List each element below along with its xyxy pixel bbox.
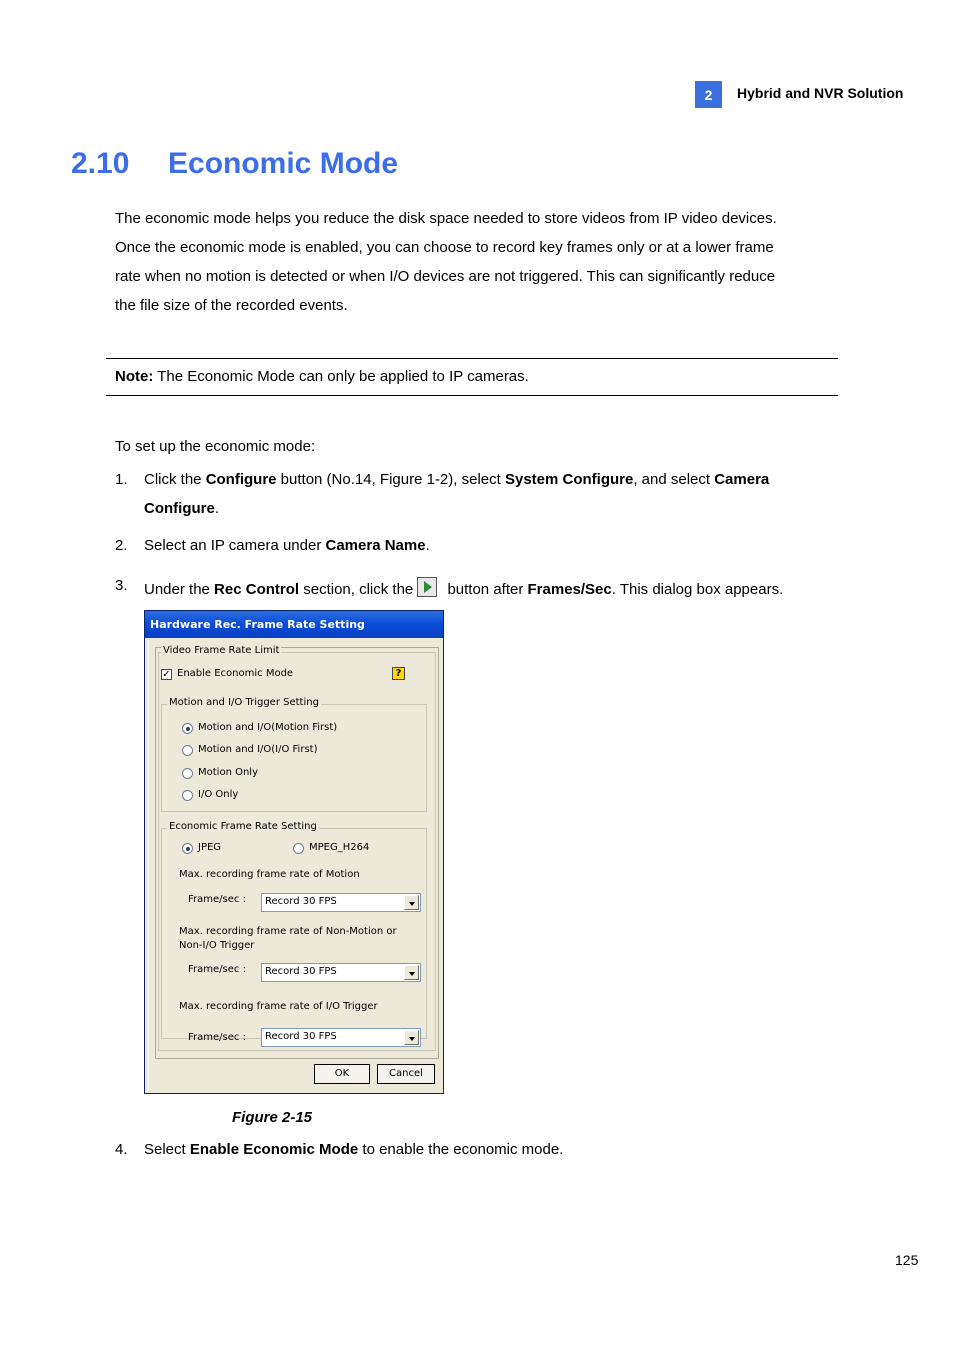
group-legend: Economic Frame Rate Setting [169, 821, 317, 832]
step-text: Click the [144, 471, 206, 488]
step-bold: Camera [714, 471, 770, 488]
step-bold: Frames/Sec [527, 581, 612, 598]
enable-economic-label: Enable Economic Mode [177, 668, 294, 679]
group-legend: Video Frame Rate Limit [163, 645, 280, 656]
chapter-title: Hybrid and NVR Solution [737, 85, 904, 101]
group-legend: Motion and I/O Trigger Setting [169, 697, 319, 708]
page-number: 125 [895, 1252, 919, 1268]
radio-label: I/O Only [198, 789, 239, 800]
step-number: 2. [115, 537, 128, 554]
radio-motion-only[interactable] [182, 768, 193, 779]
intro-line: the file size of the recorded events. [115, 297, 348, 314]
radio-mpeg-h264[interactable] [293, 843, 304, 854]
step-bold: Enable Economic Mode [189, 1141, 359, 1158]
non-motion-rate-label-2: Non-I/O Trigger [179, 940, 255, 951]
motion-fps-select[interactable] [261, 893, 421, 912]
radio-label: Motion and I/O(I/O First) [198, 744, 318, 755]
play-icon [417, 577, 437, 597]
step-number: 4. [115, 1141, 128, 1158]
frame-sec-label: Frame/sec : [188, 894, 246, 905]
intro-line: rate when no motion is detected or when I/O devices are not triggered. This can significantly reduce [115, 268, 776, 285]
combo-value: Record 30 FPS [265, 966, 337, 977]
step-bold: Rec Control [214, 581, 300, 598]
step-text: button after [443, 581, 528, 598]
setup-intro: To set up the economic mode: [115, 438, 316, 455]
radio-jpeg[interactable] [182, 843, 193, 854]
frame-sec-label: Frame/sec : [188, 964, 246, 975]
note-box [106, 358, 838, 396]
radio-motion-io-motion-first[interactable] [182, 723, 193, 734]
step-text: button (No.14, Figure 1-2), select [276, 471, 505, 488]
step-text: Select an IP camera under [144, 537, 326, 554]
chevron-down-icon[interactable] [404, 1030, 419, 1045]
radio-io-only[interactable] [182, 790, 193, 801]
step-bold: Configure [205, 471, 277, 488]
section-title: Economic Mode [168, 147, 399, 180]
help-icon[interactable]: ? [392, 667, 405, 680]
radio-motion-io-io-first[interactable] [182, 745, 193, 756]
note-label: Note: [115, 368, 154, 385]
step-4-text [144, 1141, 563, 1158]
intro-line: The economic mode helps you reduce the disk space needed to store videos from IP video devices. [115, 210, 777, 227]
chevron-down-icon[interactable] [404, 965, 419, 980]
step-1-continued [144, 500, 219, 517]
section-heading [71, 147, 398, 181]
figure-caption: Figure 2-15 [232, 1109, 313, 1126]
step-text: to enable the economic mode. [358, 1141, 564, 1158]
frame-rate-dialog [144, 610, 444, 1094]
io-rate-label: Max. recording frame rate of I/O Trigger [179, 1001, 378, 1012]
step-number: 3. [115, 577, 128, 594]
non-motion-rate-label: Max. recording frame rate of Non-Motion or [179, 926, 397, 937]
radio-label: MPEG_H264 [309, 842, 370, 853]
radio-label: JPEG [198, 842, 222, 853]
step-text: . This dialog box appears. [611, 581, 784, 598]
step-text: section, click the [299, 581, 414, 598]
cancel-button[interactable]: Cancel [377, 1064, 435, 1084]
step-text: Under the [144, 581, 215, 598]
step-text: Select [144, 1141, 190, 1158]
non-motion-fps-select[interactable] [261, 963, 421, 982]
io-fps-select[interactable] [261, 1028, 421, 1047]
step-text: . [214, 500, 219, 517]
motion-rate-label: Max. recording frame rate of Motion [179, 869, 360, 880]
intro-line: Once the economic mode is enabled, you can choose to record key frames only or at a lower frame [115, 239, 774, 256]
step-bold: Configure [144, 500, 215, 517]
combo-value: Record 30 FPS [265, 1031, 337, 1042]
step-number: 1. [115, 471, 128, 488]
step-3-text [144, 577, 783, 598]
intro-paragraph [115, 204, 835, 320]
step-2-text [144, 537, 430, 554]
dialog-title-bar: Hardware Rec. Frame Rate Setting [145, 611, 443, 638]
ok-button[interactable]: OK [314, 1064, 370, 1084]
chevron-down-icon[interactable] [404, 895, 419, 910]
radio-label: Motion Only [198, 767, 258, 778]
chapter-number-badge: 2 [695, 81, 722, 108]
frame-sec-label: Frame/sec : [188, 1032, 246, 1043]
combo-value: Record 30 FPS [265, 896, 337, 907]
section-number: 2.10 [71, 147, 130, 180]
step-bold: Camera Name [325, 537, 426, 554]
step-text: . [425, 537, 430, 554]
note-text: The Economic Mode can only be applied to IP cameras. [153, 368, 529, 385]
step-text: , and select [633, 471, 715, 488]
step-1-text [144, 471, 769, 488]
enable-economic-checkbox[interactable]: ✓ [162, 669, 171, 680]
radio-label: Motion and I/O(Motion First) [198, 722, 338, 733]
dialog-body [148, 638, 440, 1091]
dialog-panel [155, 647, 439, 1059]
step-bold: System Configure [504, 471, 634, 488]
